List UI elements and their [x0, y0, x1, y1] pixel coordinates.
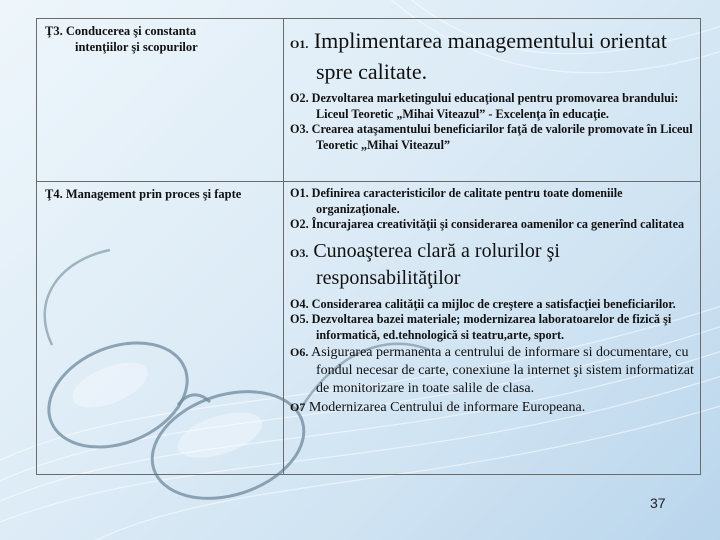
- target-title: [43, 186, 277, 202]
- target-title: [43, 23, 277, 55]
- objective-item: [290, 91, 694, 122]
- objective-code: O6.: [290, 345, 309, 359]
- objective-code: O1.: [290, 37, 309, 51]
- objective-item: [290, 239, 694, 291]
- objective-text: Cunoaşterea clară a rolurilor şi responsabilităţilor: [313, 239, 560, 289]
- target-cell: [37, 19, 284, 182]
- objective-text: Definirea caracteristicilor de calitate pentru toate domeniile organizaţionale.: [311, 186, 623, 216]
- objective-item: [290, 186, 694, 217]
- objective-item: [290, 217, 694, 233]
- objective-text: Încurajarea creativităţii şi considerarea oamenilor ca generînd calitatea: [311, 217, 685, 231]
- objectives-cell: [284, 19, 701, 182]
- objective-code: O5.: [290, 312, 309, 326]
- objective-text: Modernizarea Centrului de informare Europeana.: [308, 400, 586, 415]
- objective-item: [290, 398, 694, 417]
- objective-item: [290, 312, 694, 343]
- objective-item: [290, 297, 694, 313]
- page-number: 37: [650, 495, 666, 511]
- objective-text: Implimentarea managementului orientat spre calitate.: [313, 28, 667, 84]
- objective-code: O1.: [290, 186, 309, 200]
- objective-code: O2.: [290, 91, 309, 105]
- target-title-line: Ţ4. Management prin proces şi fapte: [45, 187, 242, 201]
- objective-text: Considerarea calităţii ca mijloc de creştere a satisfacţiei beneficiarilor.: [311, 296, 676, 311]
- objectives-cell: [284, 182, 701, 475]
- objective-code: O7: [290, 400, 306, 414]
- table-row: [37, 182, 701, 475]
- objective-code: O2.: [290, 217, 309, 231]
- objective-item: [290, 343, 694, 398]
- objective-text: Crearea ataşamentului beneficiarilor faţă de valorile promovate în Liceul Teoretic „Mihai Viteazul”: [311, 122, 693, 152]
- target-title-line: Ţ3. Conducerea şi constanta: [45, 24, 197, 38]
- table-row: [37, 19, 701, 182]
- objective-text: Asigurarea permanenta a centrului de informare si documentare, cu fondul necesar de carte, conexiune la internet şi sistem informatizat de monitorizare in toate salile de clasa.: [311, 345, 694, 396]
- target-cell: [37, 182, 284, 475]
- objectives-table: [36, 18, 701, 475]
- objective-text: Dezvoltarea marketingului educaţional pentru promovarea brandului: Liceul Teoretic „Mihai Viteazul” - Excelenţa în educaţie.: [311, 91, 679, 121]
- objective-item: [290, 122, 694, 153]
- objective-item: [290, 27, 694, 85]
- objective-code: O4.: [290, 296, 309, 311]
- objective-code: O3.: [290, 122, 309, 136]
- objective-text: Dezvoltarea bazei materiale; modernizarea laboratoarelor de fizică şi informatică, ed.tehnologică si teatru,arte, sport.: [311, 312, 672, 342]
- objective-code: O3.: [290, 245, 309, 260]
- target-title-line: intenţiilor şi scopurilor: [75, 40, 198, 54]
